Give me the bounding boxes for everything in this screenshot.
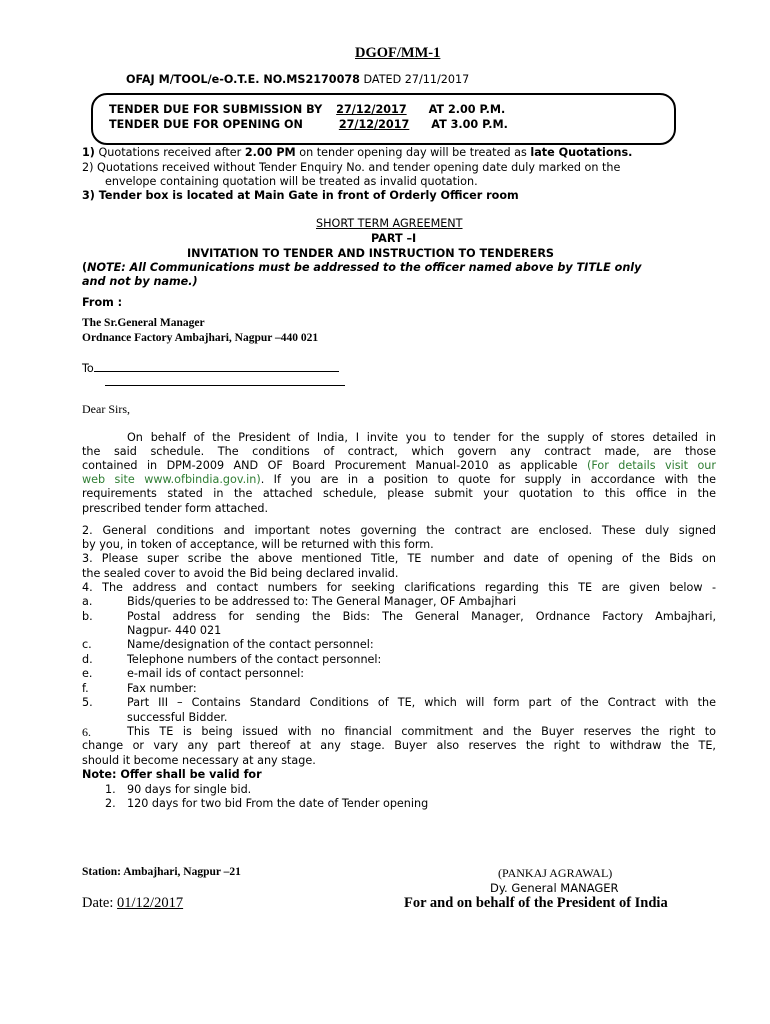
tender-reference (126, 73, 469, 86)
tender-reference-date: DATED 27/11/2017 (359, 73, 470, 86)
para-2-line-1: 2. General conditions and important notes governing the contract are enclosed. These duly signed (82, 524, 716, 537)
item-f-mark: f. (82, 682, 89, 695)
to-label: To (82, 362, 94, 375)
para-6-line-3: should it become necessary at any stage. (82, 754, 316, 767)
item-e-text: e-mail ids of contact personnel: (127, 667, 305, 680)
to-line (82, 360, 339, 375)
website-note: (For details visit our (587, 459, 716, 472)
submission-date: 27/12/2017 (336, 103, 407, 116)
note-1 (82, 146, 632, 159)
para-6-mark: 6. (82, 725, 91, 739)
date-label: Date: (82, 895, 118, 911)
note-3: 3) Tender box is located at Main Gate in front of Orderly Officer room (82, 189, 519, 202)
validity-2: 120 days for two bid From the date of Tender opening (127, 797, 429, 810)
note-1-text-a: Quotations received after (94, 146, 245, 159)
note-communications-line-2: and not by name.) (82, 275, 198, 288)
para-3-line-2: the sealed cover to avoid the Bid being declared invalid. (82, 567, 399, 580)
form-number: DGOF/MM-1 (355, 45, 441, 61)
note-1-late: late Quotations. (530, 146, 633, 159)
para-1-text: contained in DPM-2009 AND OF Board Procurement Manual-2010 as applicable (82, 459, 587, 472)
para-4-line-1: 4. The address and contact numbers for seeking clarifications regarding this TE are given below - (82, 581, 716, 594)
para-2-line-2: by you, in token of acceptance, will be returned with this form. (82, 538, 434, 551)
para-6-line-1: This TE is being issued with no financial commitment and the Buyer reserves the right to (127, 725, 716, 738)
submission-time: AT 2.00 P.M. (428, 103, 506, 116)
para-1-line-6: prescribed tender form attached. (82, 502, 269, 515)
note-1-text-c: on tender opening day will be treated as (295, 146, 531, 159)
date-line (82, 895, 183, 912)
tender-reference-number: OFAJ M/TOOL/e-O.T.E. NO.MS2170078 (126, 73, 360, 86)
para-1-text-cont: . If you are in a position to quote for supply in accordance with the (260, 473, 717, 486)
signatory-behalf: For and on behalf of the President of India (404, 895, 668, 911)
item-d-mark: d. (82, 653, 93, 666)
note-communications-text: NOTE: All Communications must be addressed to the officer named above by TITLE only (87, 261, 642, 274)
invitation-title: INVITATION TO TENDER AND INSTRUCTION TO TENDERERS (187, 247, 554, 260)
note-1-time: 2.00 PM (244, 146, 296, 159)
para-6-line-2: change or vary any part thereof at any stage. Buyer also reserves the right to withdraw the TE, (82, 739, 716, 752)
signatory-name: (PANKAJ AGRAWAL) (498, 866, 613, 880)
date-value: 01/12/2017 (117, 895, 184, 911)
item-5-mark: 5. (82, 696, 93, 709)
opening-label: TENDER DUE FOR OPENING ON (109, 118, 303, 131)
item-d-text: Telephone numbers of the contact personnel: (127, 653, 382, 666)
note-2 (82, 161, 620, 174)
to-blank-2 (105, 374, 345, 386)
station: Station: Ambajhari, Nagpur –21 (82, 866, 241, 878)
item-f-text: Fax number: (127, 682, 197, 695)
item-b-mark: b. (82, 610, 93, 623)
validity-2-num: 2. (105, 797, 116, 810)
salutation: Dear Sirs, (82, 402, 130, 416)
opening-due-line (109, 118, 508, 131)
item-c-mark: c. (82, 638, 92, 651)
note-2-number: 2) (82, 161, 94, 174)
from-line-2: Ordnance Factory Ambajhari, Nagpur –440 021 (82, 332, 319, 344)
validity-1: 90 days for single bid. (127, 783, 252, 796)
item-e-mark: e. (82, 667, 93, 680)
opening-time: AT 3.00 P.M. (431, 118, 508, 131)
submission-due-line (109, 103, 505, 116)
para-1-line-4 (82, 473, 716, 486)
para-1-line-5: requirements stated in the attached schedule, please submit your quotation to this office in the (82, 487, 716, 500)
item-a-mark: a. (82, 595, 93, 608)
note-paren: ( (82, 261, 88, 274)
item-b-text-2: Nagpur- 440 021 (127, 624, 222, 637)
validity-label: Note: Offer shall be valid for (82, 768, 262, 781)
note-communications-line-1 (82, 261, 641, 274)
from-line-1: The Sr.General Manager (82, 317, 205, 329)
item-b-text: Postal address for sending the Bids: The General Manager, Ordnance Factory Ambajhari, (127, 610, 716, 623)
opening-date: 27/12/2017 (338, 118, 410, 131)
item-5-text: Part III – Contains Standard Conditions of TE, which will form part of the Contract with the (127, 696, 716, 709)
item-5-text-2: successful Bidder. (127, 711, 228, 724)
from-label: From : (82, 296, 123, 309)
para-3-line-1: 3. Please super scribe the above mentioned Title, TE number and date of opening of the Bids on (82, 552, 716, 565)
submission-label: TENDER DUE FOR SUBMISSION BY (109, 103, 323, 116)
validity-1-num: 1. (105, 783, 116, 796)
to-blank-1 (94, 360, 339, 372)
note-2-line-1: Quotations received without Tender Enquiry No. and tender opening date duly marked on the (93, 161, 621, 174)
item-c-text: Name/designation of the contact personnel: (127, 638, 374, 651)
website-link[interactable]: web site www.ofbindia.gov.in) (82, 473, 261, 486)
agreement-title: SHORT TERM AGREEMENT (316, 217, 463, 230)
para-1-line-2: the said schedule. The conditions of contract, which govern any contract made, are those (82, 445, 716, 458)
para-1-line-3 (82, 459, 716, 472)
note-1-number: 1) (82, 146, 95, 159)
para-1-line-1: On behalf of the President of India, I invite you to tender for the supply of stores detailed in (127, 431, 716, 444)
item-a-text: Bids/queries to be addressed to: The General Manager, OF Ambajhari (127, 595, 517, 608)
signatory-designation: Dy. General MANAGER (490, 881, 619, 895)
note-2-cont: envelope containing quotation will be treated as invalid quotation. (105, 175, 478, 188)
part-title: PART –I (371, 232, 417, 245)
